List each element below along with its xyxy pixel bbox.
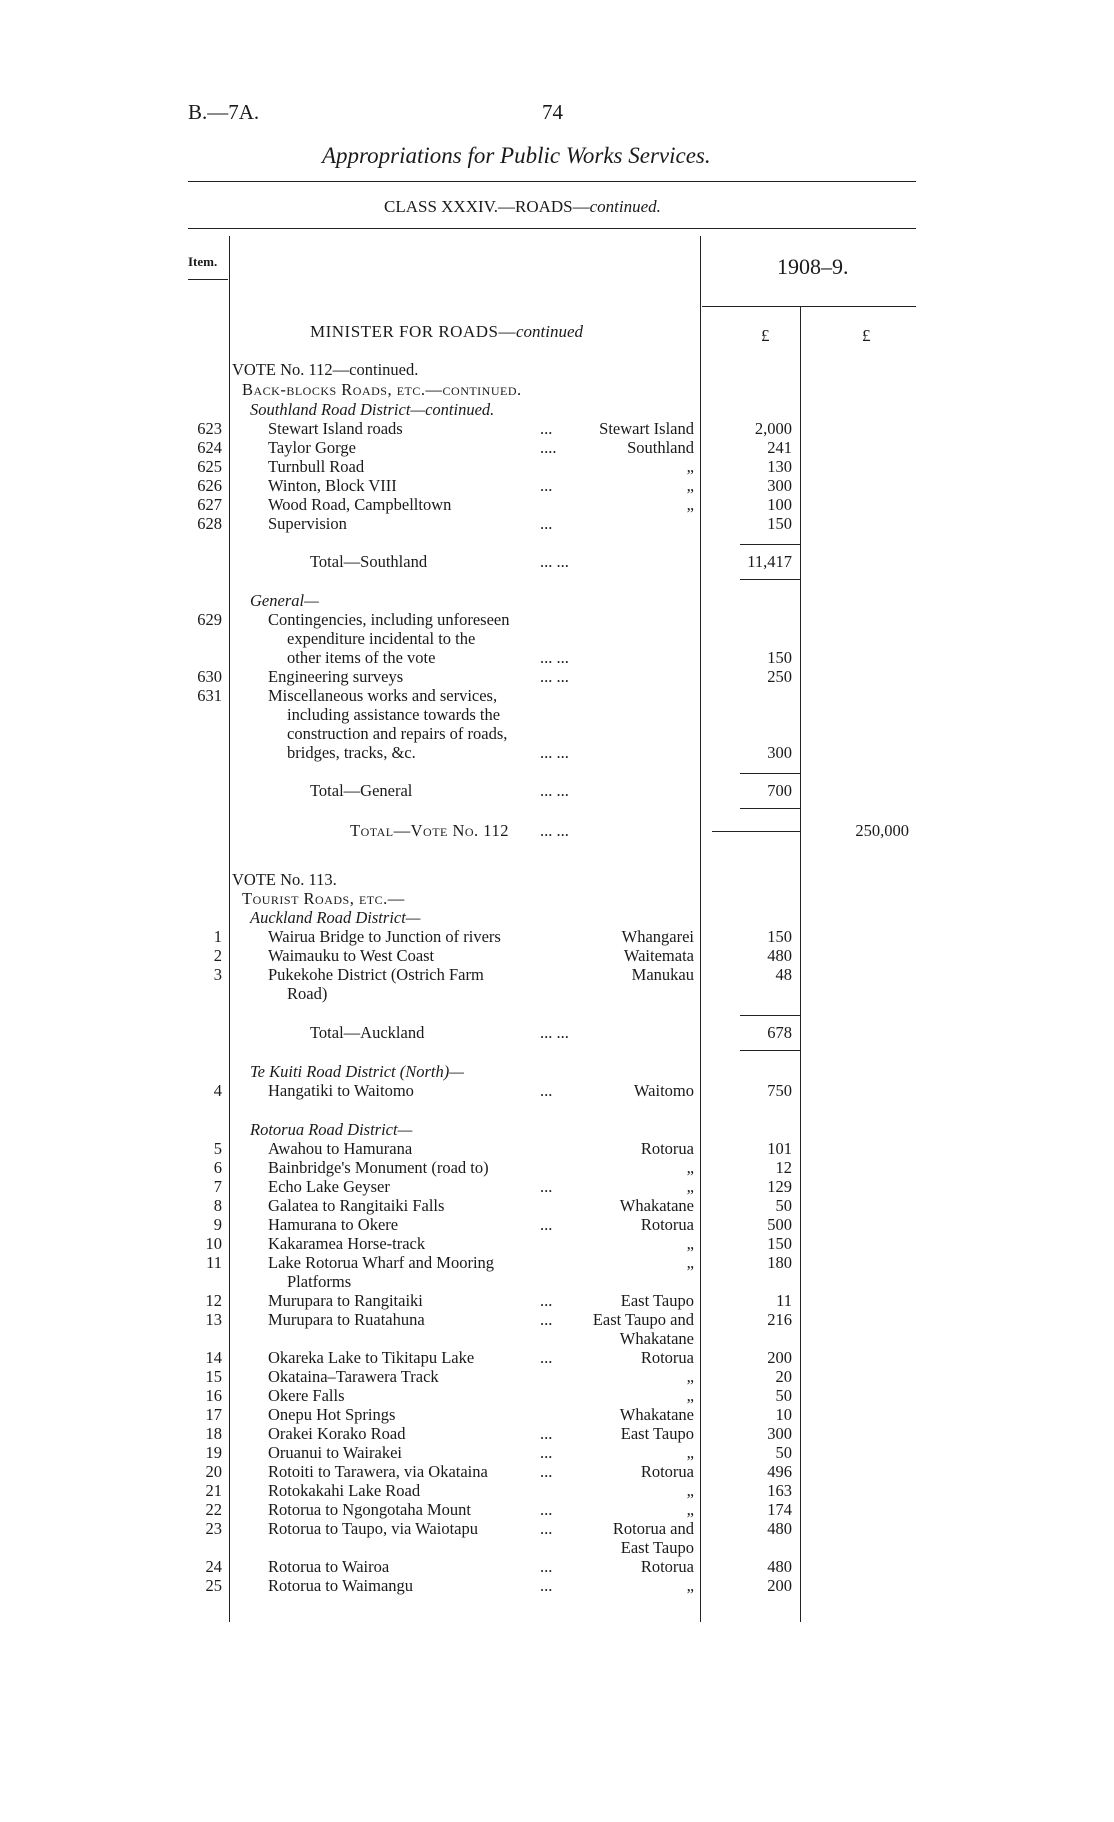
item-number: 3 [213,965,222,984]
item-description: Southland Road District—continued. [250,400,495,419]
district-name: Rotorua and [612,1519,694,1538]
table-row [0,1500,1114,1520]
table-row [0,1234,1114,1254]
cont-row [0,705,1114,725]
leader-dots: ... ... [540,781,569,800]
district-name: „ [686,1386,694,1405]
table-row [0,946,1114,966]
item-description: General— [250,591,319,610]
item-description: Rotorua Road District— [250,1120,413,1139]
amount-value: 300 [767,476,792,495]
currency-label-items: £ [761,326,770,345]
amount-value: 700 [767,781,792,800]
item-description: Okere Falls [268,1386,345,1405]
cont-row [0,743,1114,763]
table-row [0,667,1114,687]
table-row [0,495,1114,515]
amount-value: 48 [775,965,792,984]
item-description: expenditure incidental to the [287,629,476,648]
district-name: „ [686,1500,694,1519]
table-row [0,1481,1114,1501]
document-code: B.—7A. [188,100,260,124]
amount-value: 11 [776,1291,792,1310]
vote-row [0,360,1114,380]
leader-dots: ... ... [540,821,569,840]
amount-value: 300 [767,743,792,762]
class-heading: CLASS XXXIV.—ROADS—continued. [384,197,661,216]
cont-row [0,648,1114,668]
item-description: Rotorua to Ngongotaha Mount [268,1500,472,1519]
item-description: Murupara to Ruatahuna [268,1310,425,1329]
district-name: Southland [627,438,694,457]
item-description: Supervision [268,514,347,533]
table-row [0,1576,1114,1596]
item-description: Hamurana to Okere [268,1215,399,1234]
amount-value: 50 [775,1386,792,1405]
item-description: Pukekohe District (Ostrich Farm [268,965,484,984]
leader-dots: ... [540,1519,553,1538]
amount-value: 11,417 [747,552,792,571]
item-description: Miscellaneous works and services, [268,686,498,705]
item-number: 18 [205,1424,222,1443]
leader-dots: ... [540,1310,553,1329]
item-description: Hangatiki to Waitomo [268,1081,414,1100]
item-description: Bainbridge's Monument (road to) [268,1158,489,1177]
item-description: VOTE No. 113. [232,870,337,889]
ministry-heading: MINISTER FOR ROADS—continued [310,322,584,341]
district-name: East Taupo and [592,1310,694,1329]
leader-dots: ... [540,1462,553,1481]
item-number: 10 [205,1234,222,1253]
district-name: Rotorua [640,1215,694,1234]
table-row [0,1443,1114,1463]
item-description: Okataina–Tarawera Track [268,1367,439,1386]
item-number: 19 [205,1443,222,1462]
amount-value: 2,000 [754,419,792,438]
total-row [0,552,1114,572]
amount-value: 12 [775,1158,792,1177]
vote-total-value: 250,000 [855,821,909,840]
district-name: Rotorua [640,1462,694,1481]
item-description: Onepu Hot Springs [268,1405,396,1424]
head-row [0,908,1114,928]
table-row [0,1139,1114,1159]
amount-value: 480 [767,1519,792,1538]
district-name: Rotorua [640,1139,694,1158]
table-row [0,927,1114,947]
amount-value: 150 [767,927,792,946]
item-number: 623 [197,419,222,438]
table-row [0,1253,1114,1273]
leader-dots: ... [540,1348,553,1367]
item-description: Okareka Lake to Tikitapu Lake [268,1348,475,1367]
leader-dots: ... [540,1424,553,1443]
item-number: 9 [213,1215,222,1234]
district-name: „ [686,476,694,495]
item-number: 22 [205,1500,222,1519]
item-number: 11 [206,1253,222,1272]
item-description: Wairua Bridge to Junction of rivers [268,927,501,946]
item-description: Taylor Gorge [268,438,356,457]
district-name: „ [686,1253,694,1272]
item-number: 626 [197,476,222,495]
district-name: Stewart Island [599,419,694,438]
item-description: construction and repairs of roads, [287,724,508,743]
item-number: 25 [205,1576,222,1595]
item-number: 12 [205,1291,222,1310]
subtotal-rule [740,773,800,774]
cont-row [0,1329,1114,1349]
leader-dots: ... ... [540,648,569,667]
district-name: „ [686,1234,694,1253]
item-description: Platforms [287,1272,352,1291]
item-number: 1 [213,927,222,946]
currency-label-totals: £ [862,326,871,345]
item-number: 628 [197,514,222,533]
item-description: Turnbull Road [268,457,365,476]
leader-dots: ... [540,1500,553,1519]
item-description: Rotorua to Taupo, via Waiotapu [268,1519,478,1538]
table-row [0,514,1114,534]
table-row [0,686,1114,706]
item-number: 4 [213,1081,222,1100]
table-row [0,1519,1114,1539]
amount-value: 200 [767,1576,792,1595]
item-description: Contingencies, including unforeseen [268,610,510,629]
item-description: Lake Rotorua Wharf and Mooring [268,1253,495,1272]
item-description: Total—General [310,781,413,800]
item-number: 13 [205,1310,222,1329]
item-number: 629 [197,610,222,629]
table-row [0,1081,1114,1101]
item-description: Kakaramea Horse-track [268,1234,426,1253]
district-name: „ [686,1177,694,1196]
amount-value: 129 [767,1177,792,1196]
leader-dots: .... [540,438,557,457]
district-name: East Taupo [620,1291,694,1310]
sc-row [0,380,1114,400]
item-number: 630 [197,667,222,686]
subtotal-rule [712,831,800,832]
item-description: Stewart Island roads [268,419,403,438]
amount-value: 150 [767,514,792,533]
page-title: Appropriations for Public Works Services. [322,143,711,168]
amount-value: 100 [767,495,792,514]
district-name: East Taupo [620,1538,694,1557]
district-name: „ [686,1481,694,1500]
subtotal-rule [740,808,800,809]
amount-value: 130 [767,457,792,476]
item-number: 624 [197,438,222,457]
vote-row [0,870,1114,890]
leader-dots: ... ... [540,1023,569,1042]
item-description: Orakei Korako Road [268,1424,406,1443]
item-number: 21 [205,1481,222,1500]
table-row [0,1405,1114,1425]
item-number: 8 [213,1196,222,1215]
leader-dots: ... [540,419,553,438]
item-description: Back-blocks Roads, etc.—continued. [242,380,522,399]
amount-value: 241 [767,438,792,457]
head-row [0,591,1114,611]
table-row [0,1424,1114,1444]
item-description: Total—Southland [310,552,428,571]
district-name: Whakatane [619,1329,694,1348]
amount-value: 300 [767,1424,792,1443]
leader-dots: ... [540,1291,553,1310]
subtotal-rule [740,579,800,580]
item-description: including assistance towards the [287,705,501,724]
item-description: Winton, Block VIII [268,476,397,495]
district-name: East Taupo [620,1424,694,1443]
leader-dots: ... [540,1557,553,1576]
item-description: Engineering surveys [268,667,404,686]
amount-value: 20 [775,1367,792,1386]
item-number: 17 [205,1405,222,1424]
item-description: Te Kuiti Road District (North)— [250,1062,464,1081]
item-number: 14 [205,1348,222,1367]
subtotal-rule [740,1015,800,1016]
item-description: other items of the vote [287,648,436,667]
amount-value: 174 [767,1500,792,1519]
amount-value: 150 [767,648,792,667]
item-column-label: Item. [188,254,218,269]
leader-dots: ... ... [540,743,569,762]
leader-dots: ... [540,1177,553,1196]
item-number: 627 [197,495,222,514]
leader-dots: ... [540,514,553,533]
table-row [0,1177,1114,1197]
amount-value: 180 [767,1253,792,1272]
table-row [0,1291,1114,1311]
amount-value: 480 [767,946,792,965]
table-row [0,965,1114,985]
item-description: Auckland Road District— [250,908,421,927]
district-name: „ [686,457,694,476]
amount-value: 496 [767,1462,792,1481]
leader-dots: ... [540,1443,553,1462]
amount-value: 150 [767,1234,792,1253]
item-number: 5 [213,1139,222,1158]
item-description: Galatea to Rangitaiki Falls [268,1196,445,1215]
cont-row [0,1272,1114,1292]
subtotal-rule [740,1050,800,1051]
amount-value: 216 [767,1310,792,1329]
amount-value: 250 [767,667,792,686]
item-number: 24 [205,1557,222,1576]
table-row [0,610,1114,630]
table-row [0,476,1114,496]
cont-row [0,629,1114,649]
amount-value: 50 [775,1196,792,1215]
table-row [0,1310,1114,1330]
item-description: Echo Lake Geyser [268,1177,390,1196]
district-name: „ [686,1576,694,1595]
table-row [0,1557,1114,1577]
head-row [0,1062,1114,1082]
sc-row [0,889,1114,909]
district-name: „ [686,1367,694,1386]
item-description: Awahou to Hamurana [268,1139,413,1158]
item-number: 625 [197,457,222,476]
amount-value: 480 [767,1557,792,1576]
amount-value: 50 [775,1443,792,1462]
table-row [0,1462,1114,1482]
item-description: Road) [287,984,328,1003]
district-name: Manukau [631,965,694,984]
total-row [0,1023,1114,1043]
class-rule [188,228,916,229]
item-number: 6 [213,1158,222,1177]
item-number: 7 [213,1177,222,1196]
leader-dots: ... [540,1081,553,1100]
item-description: Murupara to Rangitaiki [268,1291,423,1310]
item-number: 2 [213,946,222,965]
item-number: 15 [205,1367,222,1386]
table-row [0,438,1114,458]
district-name: Whakatane [619,1405,694,1424]
table-row [0,1386,1114,1406]
table-row [0,1367,1114,1387]
district-name: „ [686,1158,694,1177]
leader-dots: ... [540,1576,553,1595]
head-row [0,1120,1114,1140]
table-row [0,419,1114,439]
subtotal-rule [740,544,800,545]
leader-dots: ... ... [540,552,569,571]
item-description: Rotorua to Waimangu [268,1576,414,1595]
item-number: 631 [197,686,222,705]
table-row [0,1158,1114,1178]
item-description: VOTE No. 112—continued. [232,360,419,379]
amount-value: 678 [767,1023,792,1042]
table-row [0,1196,1114,1216]
table-row [0,1215,1114,1235]
head-row [0,400,1114,420]
item-description: Oruanui to Wairakei [268,1443,402,1462]
item-description: Rotoiti to Tarawera, via Okataina [268,1462,488,1481]
total-row [0,781,1114,801]
amount-value: 750 [767,1081,792,1100]
district-name: „ [686,495,694,514]
item-description: Rotokakahi Lake Road [268,1481,421,1500]
amount-value: 163 [767,1481,792,1500]
cont-row [0,1538,1114,1558]
item-description: Total—Auckland [310,1023,425,1042]
amount-value: 101 [767,1139,792,1158]
table-row [0,457,1114,477]
district-name: Waitemata [623,946,694,965]
district-name: Whangarei [621,927,694,946]
item-description: Rotorua to Wairoa [268,1557,390,1576]
district-name: Whakatane [619,1196,694,1215]
item-number: 20 [205,1462,222,1481]
item-number: 23 [205,1519,222,1538]
district-name: „ [686,1443,694,1462]
item-description: Tourist Roads, etc.— [242,889,405,908]
grand-row [0,821,1114,841]
year-header-rule [702,306,916,307]
cont-row [0,984,1114,1004]
item-description: Total—Vote No. 112 [350,821,509,840]
item-header-rule [188,279,228,280]
item-description: Wood Road, Campbelltown [268,495,452,514]
item-number: 16 [205,1386,222,1405]
item-description: bridges, tracks, &c. [287,743,416,762]
district-name: Rotorua [640,1348,694,1367]
item-description: Waimauku to West Coast [268,946,435,965]
leader-dots: ... ... [540,667,569,686]
district-name: Rotorua [640,1557,694,1576]
year-label: 1908–9. [777,254,849,279]
district-name: Waitomo [633,1081,694,1100]
amount-value: 10 [775,1405,792,1424]
amount-value: 200 [767,1348,792,1367]
title-rule [188,181,916,182]
page-number: 74 [542,100,563,124]
leader-dots: ... [540,476,553,495]
cont-row [0,724,1114,744]
leader-dots: ... [540,1215,553,1234]
table-row [0,1348,1114,1368]
amount-value: 500 [767,1215,792,1234]
